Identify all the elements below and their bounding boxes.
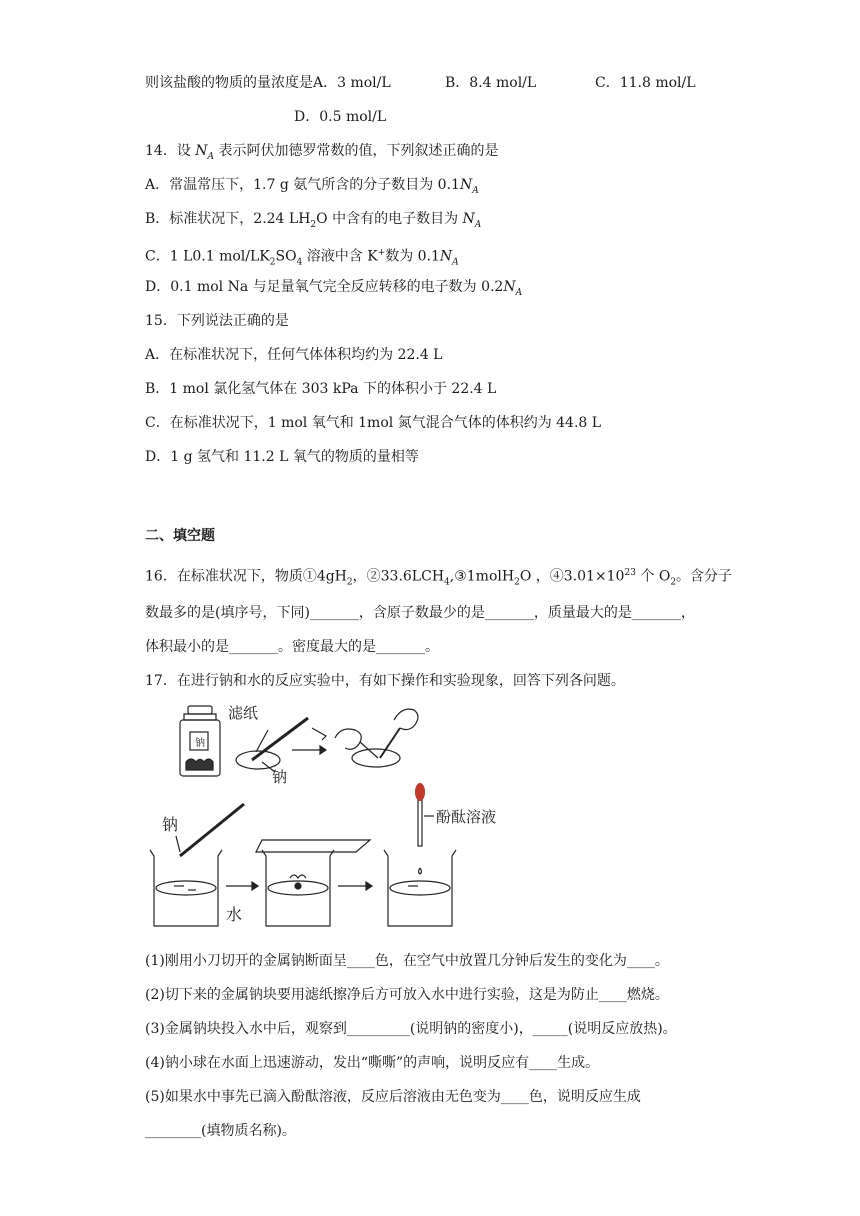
q14-na-sub: A [207, 151, 215, 162]
q14-b-pre: B．标准状况下，2.24 LH [145, 211, 311, 227]
q13-option-a: A．3 mol/L [313, 75, 391, 91]
q15-stem: 15．下列说法正确的是 [145, 313, 289, 329]
q16-ch4-sub: 4 [444, 577, 450, 588]
q14-d-na: N [503, 279, 516, 295]
q14-a-na: N [459, 177, 473, 193]
label-phenolphthalein: 酚酞溶液 [436, 808, 497, 826]
q16-line3: 体积最小的是_______。密度最大的是_______。 [145, 639, 439, 655]
q16-mid: ，②33.6LCH [352, 568, 445, 585]
q13-option-b: B．8.4 mol/L [445, 75, 537, 91]
dropper-tube [418, 798, 422, 846]
hand-arrow [312, 728, 326, 740]
q17-part5-cont: ________(填物质名称)。 [145, 1123, 296, 1139]
q14-option-b [145, 209, 481, 235]
q14-c-sub2: 4 [296, 257, 303, 268]
label-sodium-left: 钠 [162, 815, 179, 834]
arrow-2-head [252, 882, 258, 890]
q13-stem: 则该盐酸的物质的量浓度是 [145, 75, 313, 91]
q14-c-post2: 数为 0.1 [385, 248, 440, 265]
section-title: 二、填空题 [145, 528, 215, 544]
q14-b-sub: 2 [310, 219, 317, 230]
q14-stem [145, 141, 498, 167]
beaker-3-water [390, 881, 450, 895]
q15-option-d: D．1 g 氢气和 11.2 L 氧气的物质的量相等 [145, 449, 419, 465]
q14-option-a [145, 175, 479, 201]
q14-na: N [195, 143, 208, 159]
q16-mid2: ,③1molH [449, 568, 515, 585]
q17-part2: (2)切下来的金属钠块要用滤纸擦净后方可放入水中进行实验，这是为防止____燃烧。 [145, 987, 669, 1003]
q14-option-c [145, 243, 459, 272]
q14-b-na-sub: A [474, 219, 482, 230]
hand-left [335, 729, 361, 749]
q14-c-mid: SO [275, 248, 297, 265]
q16-end: 。含分子 [676, 568, 733, 585]
q16-post: 个 O [635, 568, 671, 585]
q13-options-line [145, 73, 391, 93]
q14-stem-pre: 14．设 [145, 143, 196, 159]
q16-o: O ，④3.01×10 [519, 568, 625, 585]
q14-d-text: D．0.1 mol Na 与足量氧气完全反应转移的电子数为 0.2 [145, 279, 504, 295]
q16-exp: 23 [624, 568, 636, 578]
glass-plate [256, 840, 370, 852]
label-bottle-sodium: 钠 [195, 738, 205, 749]
drop [419, 868, 422, 874]
bottle-cap [188, 706, 212, 714]
filter-paper-2 [352, 749, 400, 767]
q14-b-post: O 中含有的电子数目为 [316, 211, 463, 227]
label-filter-paper: 滤纸 [228, 704, 259, 722]
beaker-1 [150, 850, 222, 926]
q14-option-d [145, 277, 522, 303]
q17-part4: (4)钠小球在水面上迅速游动，发出“嘶嘶”的声响，说明反应有____生成。 [145, 1055, 600, 1071]
q14-d-na-sub: A [515, 287, 523, 298]
q16-pre: 16．在标准状况下，物质①4gH [145, 568, 347, 585]
q17-stem: 17．在进行钠和水的反应实验中，有如下操作和实验现象，回答下列各问题。 [145, 673, 625, 689]
q17-part3: (3)金属钠块投入水中后，观察到_________(说明钠的密度小)，_____(说明反应放热)。 [145, 1021, 677, 1037]
q15-option-c: C．在标准状况下，1 mol 氧气和 1mol 氮气混合气体的体积约为 44.8 L [145, 415, 602, 431]
q16-line1 [145, 563, 732, 592]
knife [252, 718, 308, 760]
q14-c-post: 溶液中含 K [302, 248, 378, 265]
label-sodium-right: 钠 [272, 768, 288, 786]
q14-c-na: N [439, 248, 453, 265]
sodium-ball [295, 883, 301, 889]
dropper-bulb [415, 783, 425, 801]
tweezers-drop [180, 804, 244, 856]
q13-option-c: C．11.8 mol/L [595, 75, 696, 91]
q16-o2-sub: 2 [670, 577, 677, 588]
q14-a-na-sub: A [472, 185, 479, 196]
q13-option-d: D．0.5 mol/L [294, 109, 387, 125]
sodium-pieces [186, 759, 213, 770]
q14-c-sub1: 2 [269, 257, 276, 268]
q15-option-b: B．1 mol 氯化氢气体在 303 kPa 下的体积小于 22.4 L [145, 381, 497, 397]
q16-line2: 数最多的是(填序号，下同)_______，含原子数最少的是_______，质量最大的是_______， [145, 605, 695, 621]
q14-b-na: N [462, 211, 475, 227]
reaction-bubbles [290, 875, 306, 878]
q14-c-pre: C．1 L0.1 mol/LK [145, 248, 270, 265]
q14-stem-post: 表示阿伏加德罗常数的值，下列叙述正确的是 [214, 143, 499, 159]
arrow-3-head [366, 882, 372, 890]
arrow-1-head [320, 746, 326, 754]
q15-option-a: A．在标准状况下，任何气体体积均约为 22.4 L [145, 347, 443, 363]
q16-h2-sub: 2 [346, 577, 353, 588]
sodium-water-figure [140, 778, 520, 938]
q17-part5: (5)如果水中事先已滴入酚酞溶液，反应后溶液由无色变为____色，说明反应生成 [145, 1089, 641, 1105]
q17-part1: (1)刚用小刀切开的金属钠断面呈____色，在空气中放置几分钟后发生的变化为____。 [145, 953, 669, 969]
q16-h2o-sub: 2 [514, 577, 520, 588]
label-pointer-sodium-left [176, 836, 180, 852]
beaker-3 [384, 850, 456, 926]
q14-a-text: A．常温常压下，1.7 g 氨气所含的分子数目为 0.1 [145, 177, 460, 193]
q14-c-na-sub: A [452, 257, 459, 268]
hand-right [394, 709, 418, 729]
q14-c-sup: + [377, 248, 386, 258]
beaker-1-water [156, 881, 216, 895]
bottle-neck [184, 714, 216, 720]
label-water: 水 [226, 905, 243, 924]
